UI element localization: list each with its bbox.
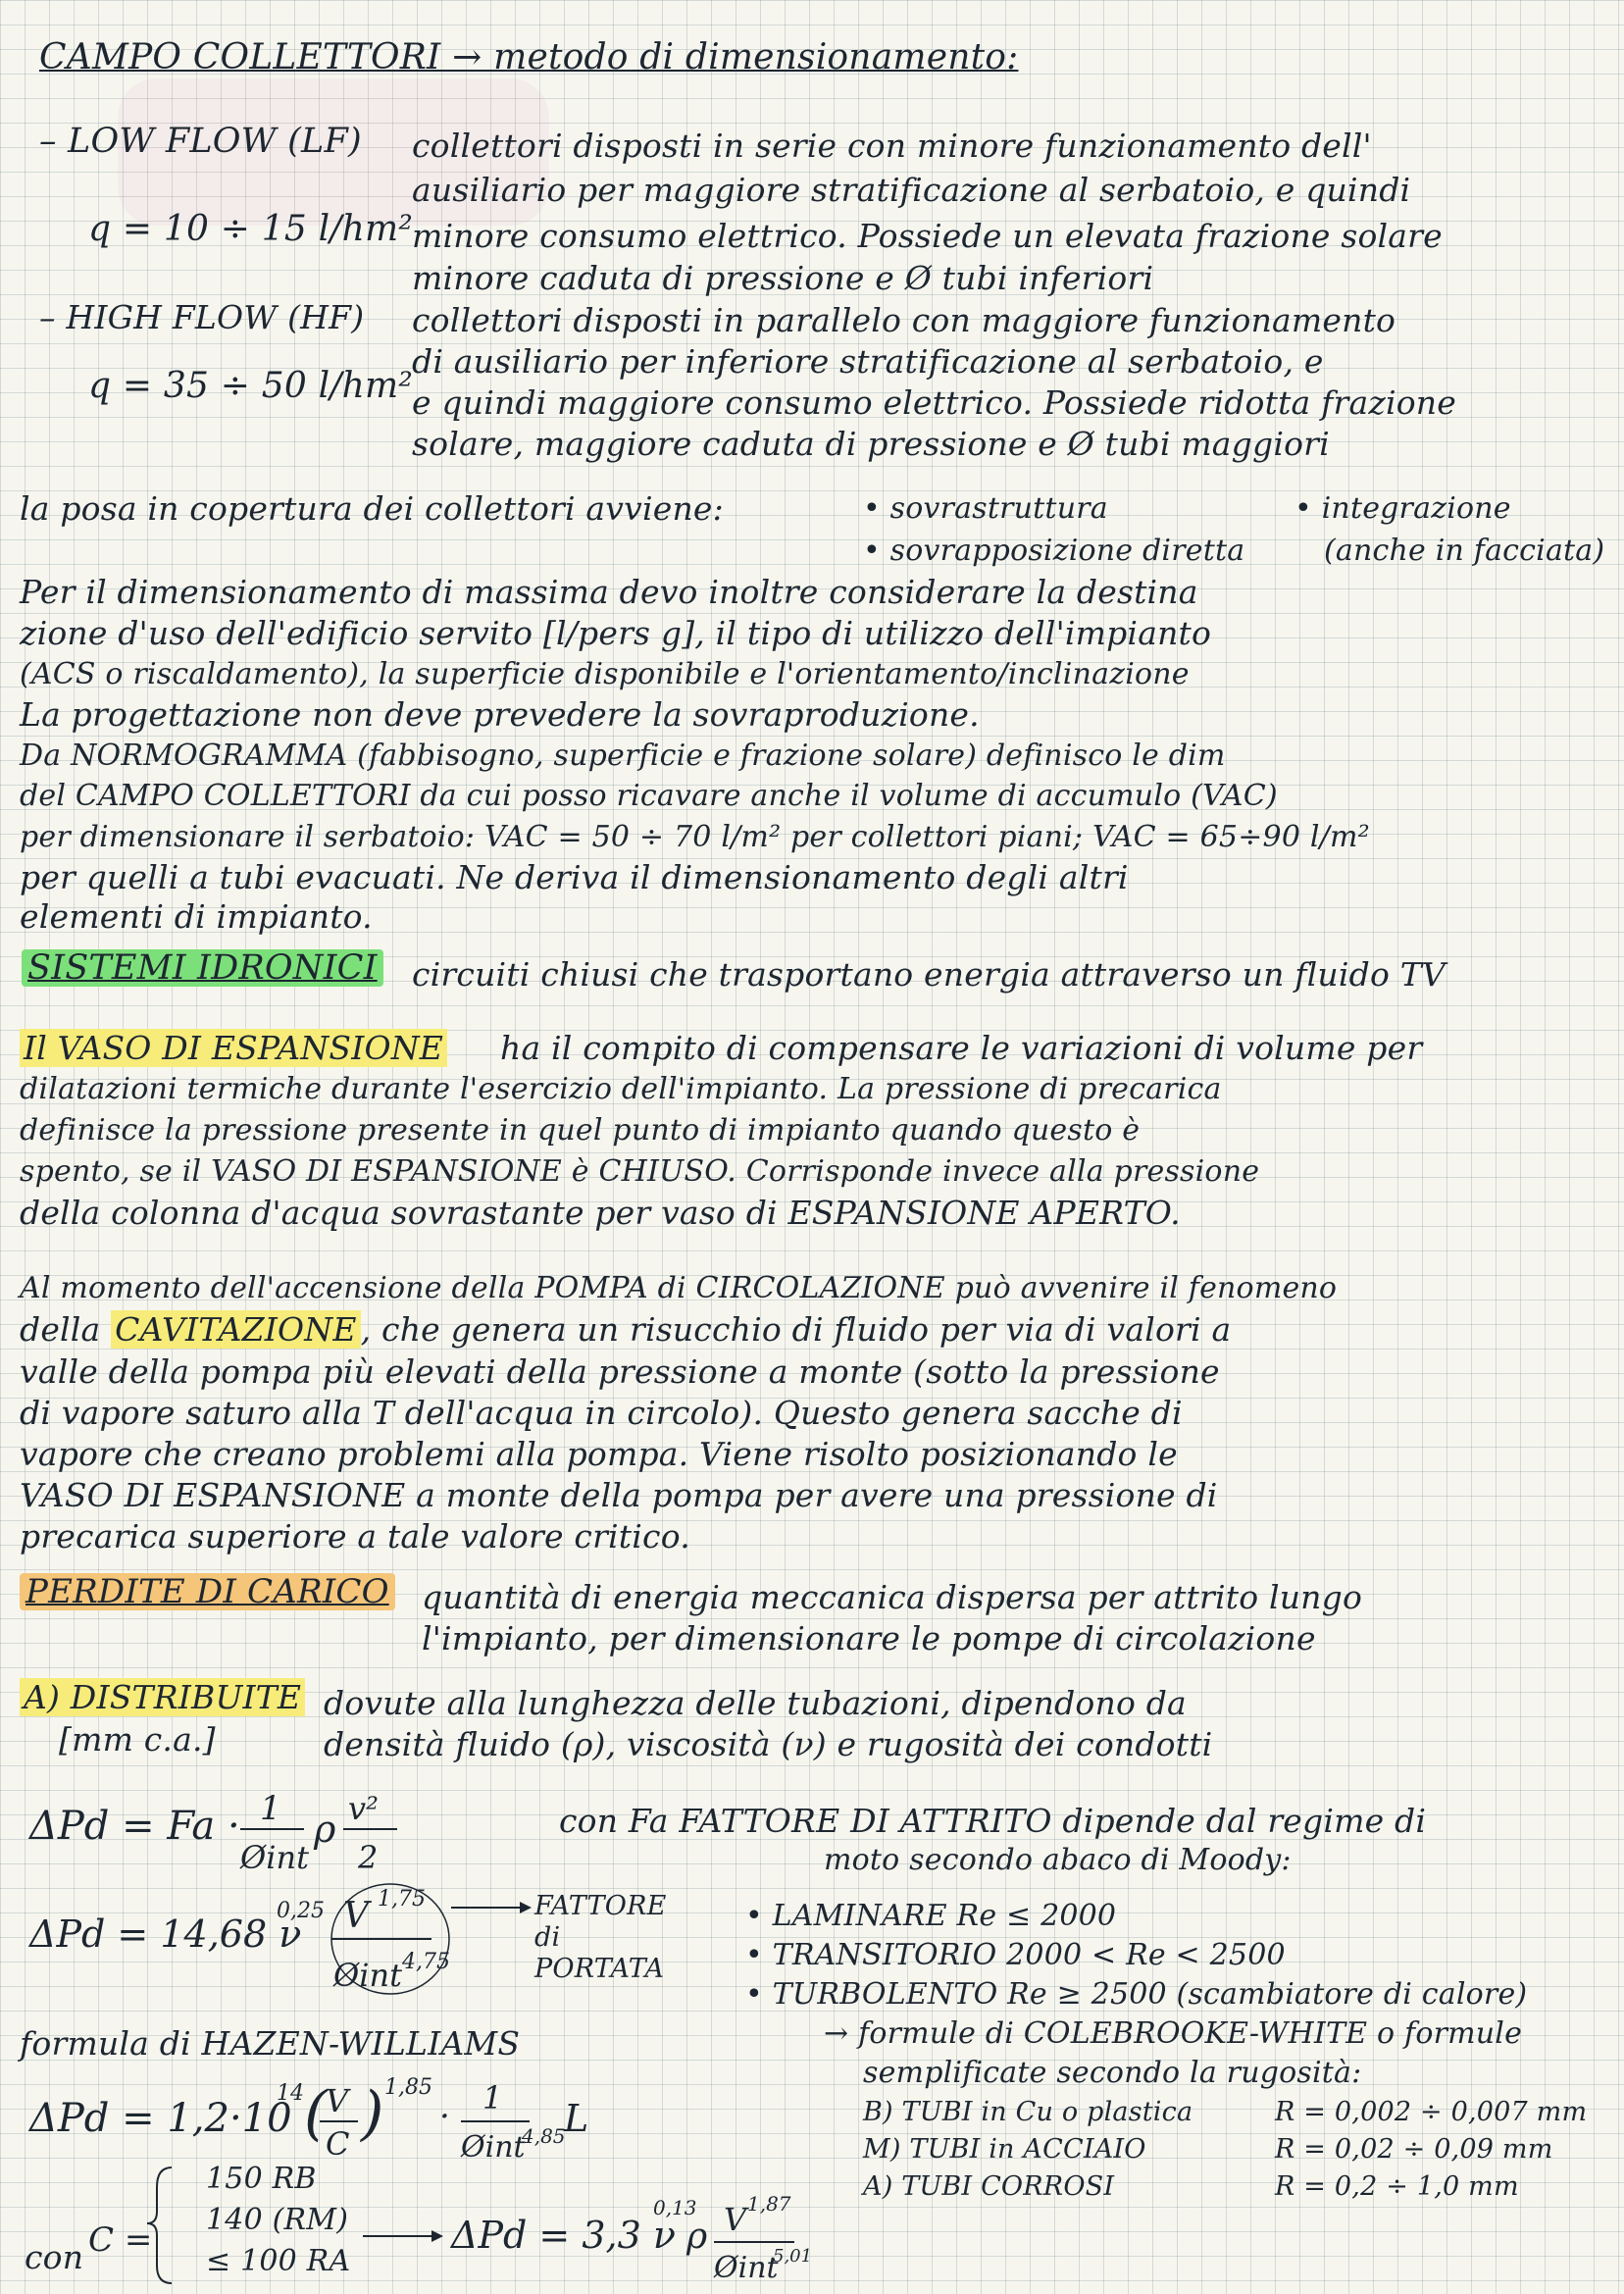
pressure-loss-desc-1: quantità di energia meccanica dispersa per attrito lungo [422,1578,1363,1616]
low-flow-line-1: collettori disposti in serie con minore funzionamento dell' [412,127,1372,165]
svg-text:1: 1 [482,2079,503,2116]
idronic-systems-desc: circuiti chiusi che trasportano energia attraverso un fluido TV [412,955,1446,994]
svg-text:1: 1 [260,1789,281,1828]
svg-text:ΔPd = 3,3 ν: ΔPd = 3,3 ν [451,2214,676,2257]
para-line-5: Da NORMOGRAMMA (fabbisogno, superficie e frazione solare) definisco le dim [20,739,1226,773]
svg-text:4,75: 4,75 [402,1950,450,1974]
formula-14-68 [20,1878,569,2006]
svg-text:5,01: 5,01 [773,2246,813,2267]
svg-text:C =: C = [88,2220,153,2260]
svg-text:1,87: 1,87 [747,2192,791,2216]
vessel-line-4: spento, se il VASO DI ESPANSIONE è CHIUSO. Corrisponde invece alla pressione [20,1154,1260,1189]
c-brace [88,2158,226,2290]
svg-text:4,85: 4,85 [522,2124,566,2148]
distributed-unit: [mm c.a.] [59,1720,216,1759]
svg-text:C: C [326,2125,350,2163]
svg-text:ΔPd = 14,68 ν: ΔPd = 14,68 ν [29,1912,302,1956]
high-flow-label: – HIGH FLOW (HF) [39,298,365,336]
high-flow-line-4: solare, maggiore caduta di pressione e Ø tubi maggiori [412,425,1330,463]
roughness-cu-label: B) TUBI in Cu o plastica [863,2097,1193,2127]
regime-laminar: • LAMINARE Re ≤ 2000 [745,1899,1117,1933]
colebrook-line: → formule di COLEBROOKE-WHITE o formule [824,2016,1523,2051]
cavitation-line-3: valle della pompa più elevati della pressione a monte (sotto la pressione [20,1352,1220,1391]
svg-text:2: 2 [358,1839,379,1876]
svg-text:L: L [564,2097,589,2140]
cavitation-line-5: vapore che creano problemi alla pompa. Viene risolto posizionando le [20,1435,1178,1473]
regime-turbulent: • TURBOLENTO Re ≥ 2500 (scambiatore di calore) [745,1977,1528,2012]
svg-text:): ) [361,2079,384,2148]
roughness-cu-value: R = 0,002 ÷ 0,007 mm [1275,2097,1588,2127]
formula-3-3 [363,2187,912,2290]
vessel-line-2: dilatazioni termiche durante l'esercizio dell'impianto. La pressione di precarica [20,1072,1222,1106]
para-line-4: La progettazione non deve prevedere la sovraproduzione. [20,695,980,734]
svg-text:Øint: Øint [240,1839,309,1876]
low-flow-label: – LOW FLOW (LF) [39,122,362,161]
cavitation-line-1: Al momento dell'accensione della POMPA di CIRCOLAZIONE può avvenire il fenomeno [20,1271,1338,1305]
high-flow-line-2: di ausiliario per inferiore stratificazione al serbatoio, e [412,342,1324,381]
expansion-vessel-title: Il VASO DI ESPANSIONE [20,1029,447,1067]
low-flow-line-2: ausiliario per maggiore stratificazione al serbatoio, e quindi [412,171,1411,209]
svg-text:ρ: ρ [686,2217,708,2257]
distributed-label: A) DISTRIBUITE [20,1678,305,1716]
para-line-9: elementi di impianto. [20,897,373,936]
darcy-formula [20,1785,530,1883]
svg-text:ΔPd = Fa ·: ΔPd = Fa · [29,1804,240,1849]
hazen-williams-label: formula di HAZEN-WILLIAMS [20,2024,521,2063]
collector-field-title: CAMPO COLLETTORI → metodo di dimensionamento: [39,37,1019,77]
vessel-line-1: ha il compito di compensare le variazioni di volume per [500,1029,1423,1067]
posa-bullet-integrazione: • integrazione [1294,491,1511,526]
svg-text:v²: v² [348,1790,379,1827]
roughness-steel-value: R = 0,02 ÷ 0,09 mm [1275,2134,1553,2165]
low-flow-line-4: minore caduta di pressione e Ø tubi inferiori [412,259,1154,297]
low-flow-line-3: minore consumo elettrico. Possiede un elevata frazione solare [412,217,1443,255]
para-line-1: Per il dimensionamento di massima devo inoltre considerare la destina [20,573,1198,611]
pressure-loss-desc-2: l'impianto, per dimensionare le pompe di circolazione [422,1619,1316,1657]
distributed-line-2: densità fluido (ρ), viscosità (ν) e rugosità dei condotti [324,1725,1213,1763]
roughness-corroded-label: A) TUBI CORROSI [863,2171,1115,2202]
roughness-corroded-value: R = 0,2 ÷ 1,0 mm [1275,2171,1519,2202]
cavitation-line-7: precarica superiore a tale valore critico. [20,1517,690,1555]
high-flow-line-1: collettori disposti in parallelo con maggiore funzionamento [412,301,1396,339]
svg-text:1,75: 1,75 [378,1887,426,1912]
pressure-loss-title: PERDITE DI CARICO [20,1573,395,1610]
svg-text:Øint: Øint [461,2130,526,2165]
regime-transitional: • TRANSITORIO 2000 < Re < 2500 [745,1938,1286,1972]
para-line-2: zione d'uso dell'edificio servito [l/pers g], il tipo di utilizzo dell'impianto [20,614,1212,652]
c-value-rm: 140 (RM) [206,2203,349,2237]
flow-factor-label: FATTORE di PORTATA [534,1891,667,1984]
svg-text:1,85: 1,85 [384,2075,432,2100]
friction-factor-line-2: moto secondo abaco di Moody: [824,1843,1292,1877]
svg-text:Øint: Øint [714,2251,779,2285]
svg-text:0,13: 0,13 [653,2196,697,2219]
expansion-vessel-heading [20,1030,447,1067]
low-flow-rate: q = 10 ÷ 15 l/hm² [88,209,414,249]
cavitation-highlight: CAVITAZIONE [111,1310,361,1349]
cavitation-line-2 [20,1311,1231,1349]
svg-text:V: V [326,2082,349,2119]
svg-text:ΔPd = 1,2·10: ΔPd = 1,2·10 [29,2096,292,2141]
posa-line: la posa in copertura dei collettori avviene: [20,489,724,528]
hazen-williams-formula [20,2065,608,2172]
cavitation-post: , che genera un risucchio di fluido per via di valori a [360,1310,1232,1349]
svg-text:ρ: ρ [314,1808,336,1851]
vessel-line-3: definisce la pressione presente in quel punto di impianto quando questo è [20,1113,1141,1147]
c-value-rb: 150 RB [206,2162,317,2196]
svg-text:V: V [724,2201,747,2238]
simplified-line: semplificate secondo la rugosità: [863,2056,1362,2090]
para-line-7: per dimensionare il serbatoio: VAC = 50 ÷ 70 l/m² per collettori piani; VAC = 65÷90 l/m² [20,820,1370,854]
svg-text:·: · [439,2097,450,2136]
friction-factor-line-1: con Fa FATTORE DI ATTRITO dipende dal regime di [559,1802,1427,1840]
idronic-systems-title: SISTEMI IDRONICI [22,949,383,987]
posa-bullet-sovrastruttura: • sovrastruttura [863,491,1108,526]
c-con-label: con [25,2238,84,2276]
distributed-heading [20,1679,305,1716]
roughness-steel-label: M) TUBI in ACCIAIO [863,2134,1146,2165]
svg-text:14: 14 [277,2081,304,2106]
svg-text:V: V [343,1896,369,1936]
cavitation-pre: della [20,1310,101,1349]
cavitation-line-6: VASO DI ESPANSIONE a monte della pompa per avere una pressione di [20,1476,1218,1514]
high-flow-rate: q = 35 ÷ 50 l/hm² [88,366,414,406]
para-line-8: per quelli a tubi evacuati. Ne deriva il dimensionamento degli altri [20,858,1129,896]
high-flow-line-3: e quindi maggiore consumo elettrico. Possiede ridotta frazione [412,383,1456,422]
distributed-line-1: dovute alla lunghezza delle tubazioni, dipendono da [324,1684,1187,1722]
c-value-ra: ≤ 100 RA [206,2244,351,2278]
para-line-3: (ACS o riscaldamento), la superficie disponibile e l'orientamento/inclinazione [20,657,1190,691]
vessel-line-5: della colonna d'acqua sovrastante per vaso di ESPANSIONE APERTO. [20,1194,1181,1232]
svg-text:(: ( [304,2079,328,2148]
posa-bullet-facciata: (anche in facciata) [1324,534,1605,568]
svg-text:Øint: Øint [333,1957,402,1994]
posa-bullet-sovrapposizione: • sovrapposizione diretta [863,534,1245,568]
cavitation-line-4: di vapore saturo alla T dell'acqua in circolo). Questo genera sacche di [20,1394,1183,1432]
para-line-6: del CAMPO COLLETTORI da cui posso ricavare anche il volume di accumulo (VAC) [20,779,1278,813]
svg-text:0,25: 0,25 [277,1899,325,1923]
